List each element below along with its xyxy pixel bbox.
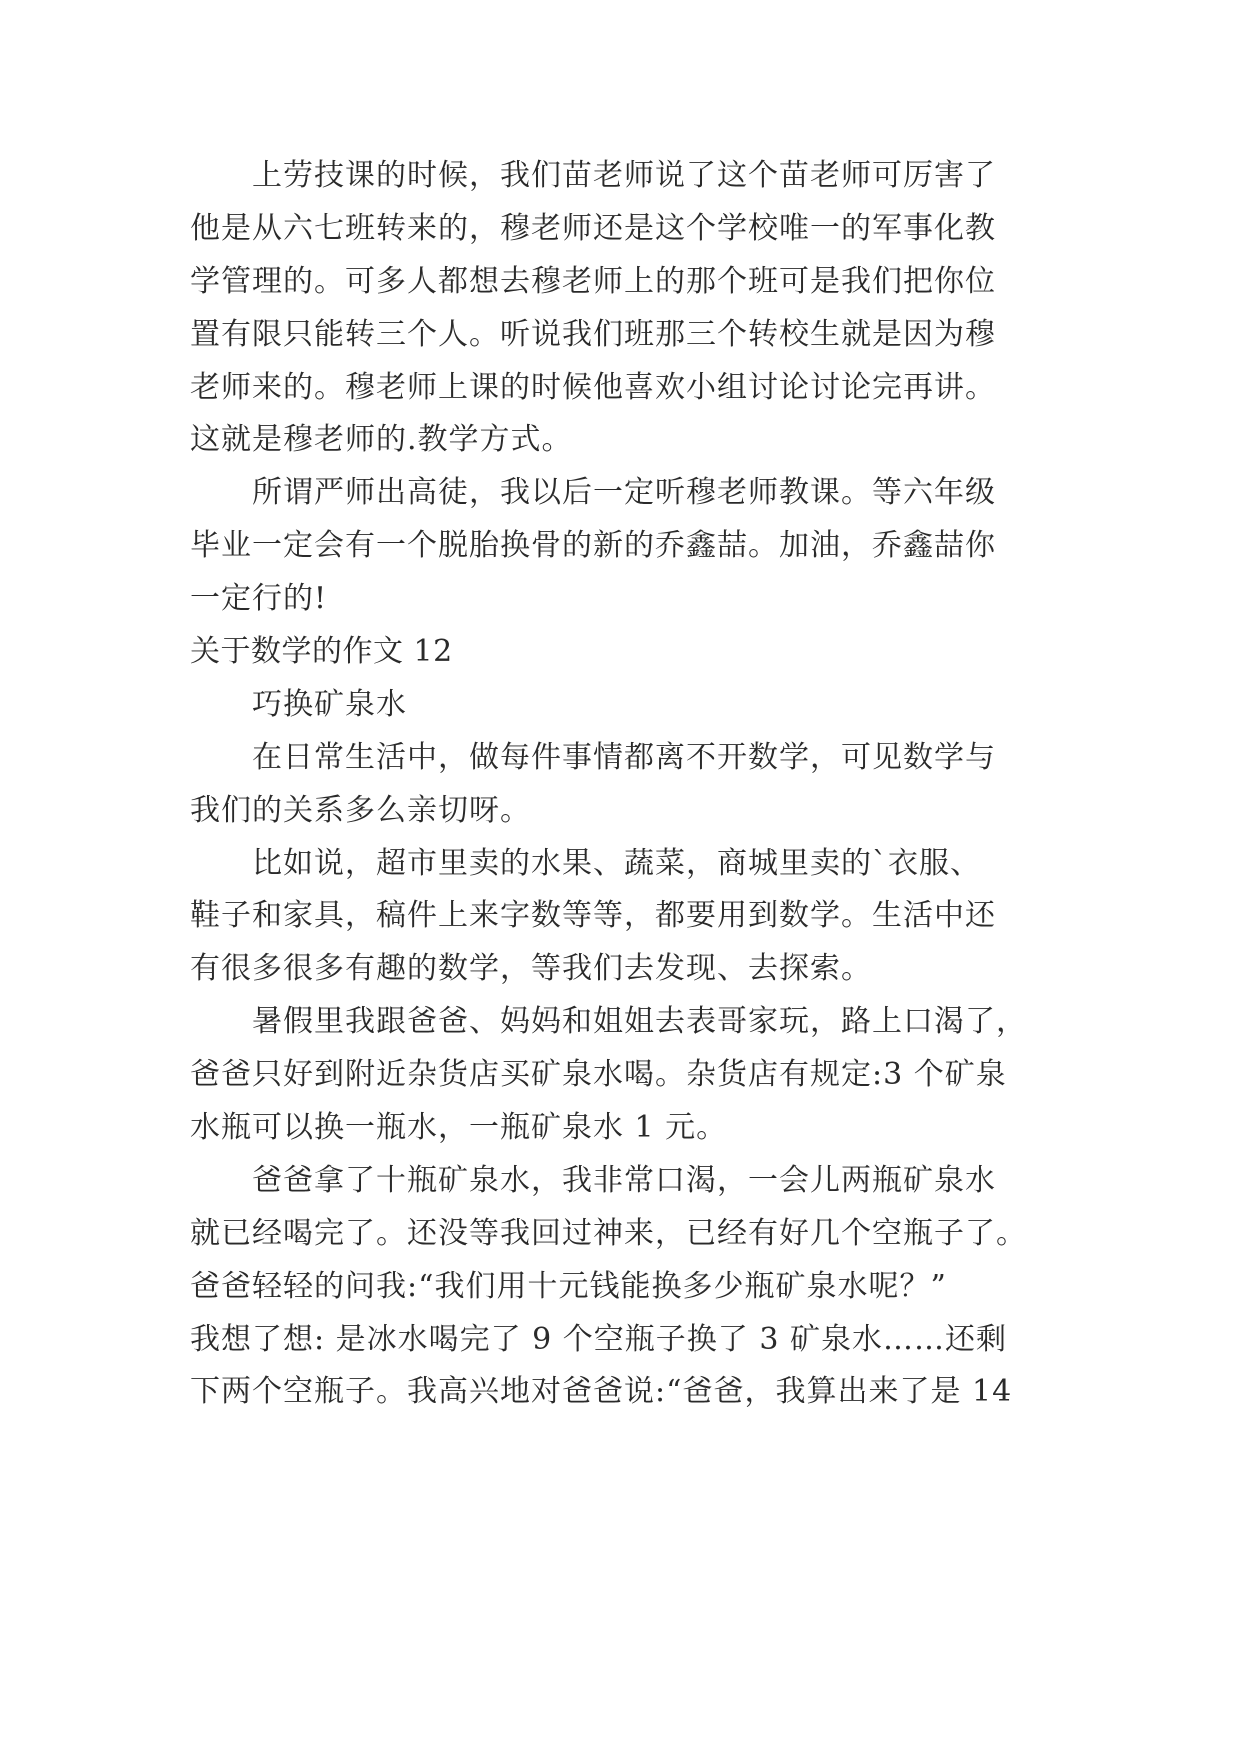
- section-heading: 关于数学的作文 12: [190, 634, 453, 670]
- text-line: 我想了想: 是冰水喝完了 9 个空瓶子换了 3 矿泉水……还剩: [190, 1321, 1007, 1357]
- text-line: 所谓严师出高徒，我以后一定听穆老师教课。等六年级: [252, 475, 996, 511]
- text-line: 毕业一定会有一个脱胎换骨的新的乔鑫喆。加油，乔鑫喆你: [190, 528, 996, 564]
- text-line: 爸爸拿了十瓶矿泉水，我非常口渴，一会儿两瓶矿泉水: [252, 1162, 996, 1198]
- text-line: 他是从六七班转来的，穆老师还是这个学校唯一的军事化教: [190, 210, 996, 246]
- text-line: 就已经喝完了。还没等我回过神来，已经有好几个空瓶子了。: [190, 1215, 1027, 1251]
- text-line: 爸爸只好到附近杂货店买矿泉水喝。杂货店有规定:3 个矿泉: [190, 1057, 1007, 1093]
- text-line: 水瓶可以换一瓶水，一瓶矿泉水 1 元。: [190, 1110, 728, 1146]
- text-line: 在日常生活中，做每件事情都离不开数学，可见数学与: [252, 739, 996, 775]
- text-line: 这就是穆老师的.教学方式。: [190, 422, 573, 458]
- text-line: 暑假里我跟爸爸、妈妈和姐姐去表哥家玩，路上口渴了，: [252, 1004, 1027, 1040]
- text-line: 老师来的。穆老师上课的时候他喜欢小组讨论讨论完再讲。: [190, 369, 996, 405]
- text-line: 爸爸轻轻的问我:“我们用十元钱能换多少瓶矿泉水呢？”: [190, 1268, 947, 1304]
- text-line: 下两个空瓶子。我高兴地对爸爸说:“爸爸，我算出来了是 14: [190, 1374, 1013, 1410]
- text-line: 鞋子和家具，稿件上来字数等等，都要用到数学。生活中还: [190, 898, 996, 934]
- text-line: 置有限只能转三个人。听说我们班那三个转校生就是因为穆: [190, 316, 996, 352]
- article-title: 巧换矿泉水: [252, 686, 407, 722]
- text-line: 一定行的!: [190, 581, 328, 617]
- document-body: [190, 150, 1070, 1419]
- text-line: 学管理的。可多人都想去穆老师上的那个班可是我们把你位: [190, 263, 996, 299]
- text-line: 我们的关系多么亲切呀。: [190, 792, 531, 828]
- text-line: 有很多很多有趣的数学，等我们去发现、去探索。: [190, 951, 872, 987]
- text-line: 上劳技课的时候，我们苗老师说了这个苗老师可厉害了: [252, 158, 996, 193]
- text-line: 比如说，超市里卖的水果、蔬菜，商城里卖的`衣服、: [252, 845, 981, 881]
